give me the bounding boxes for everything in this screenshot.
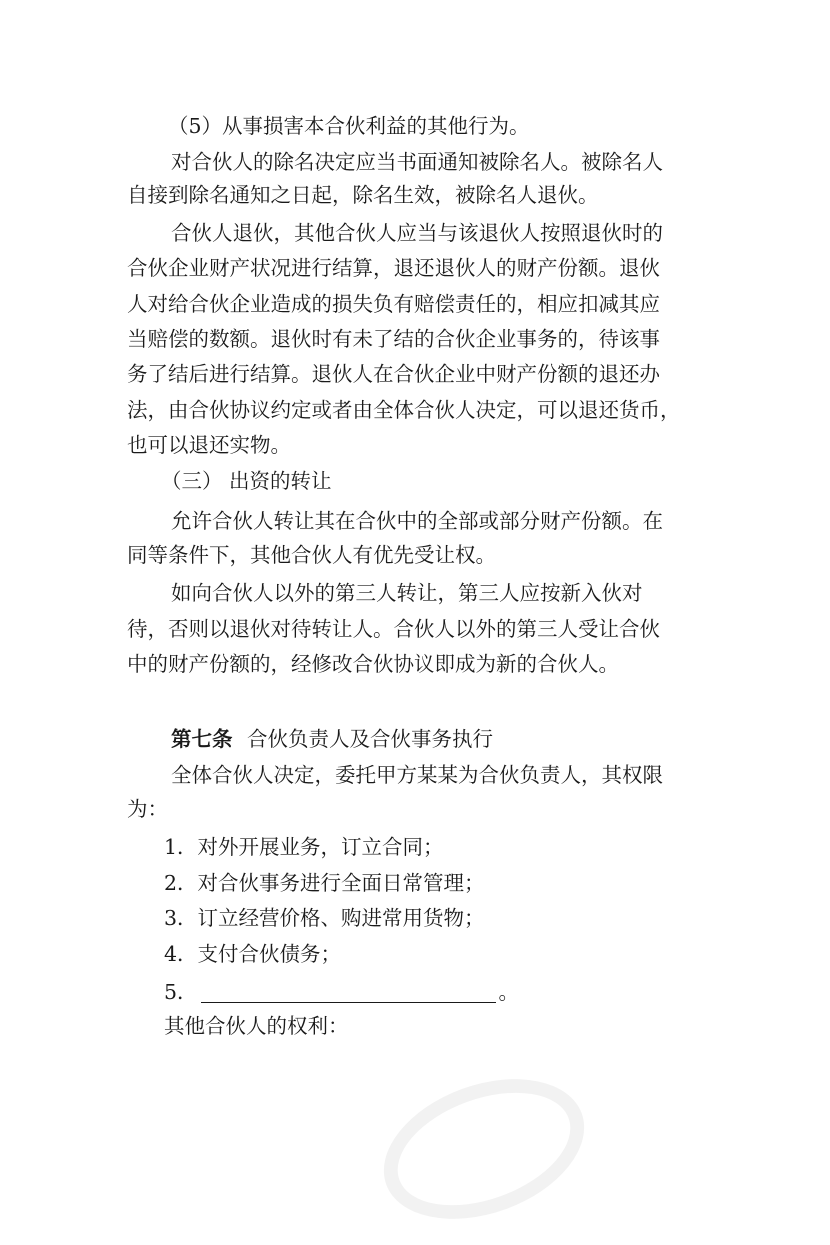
list-item: 1．对外开展业务，订立合同； [164,835,444,859]
article-number: 第七条 [171,727,233,751]
paragraph-line: 如向合伙人以外的第三人转让，第三人应按新入伙对 [171,581,643,605]
list-end-punct: 。 [498,980,520,1004]
article-title: 合伙负责人及合伙事务执行 [247,727,494,751]
list-number: 5． [164,980,198,1004]
paragraph-line: 全体合伙人决定，委托甲方某某为合伙负责人，其权限 [171,763,663,787]
list-item: 3．订立经营价格、购进常用货物； [164,906,485,930]
list-item [164,980,519,1004]
paragraph-line: 法，由合伙协议约定或者由全体合伙人决定，可以退还货币， [127,398,681,422]
paragraph-line: 务了结后进行结算。退伙人在合伙企业中财产份额的退还办 [127,362,660,386]
paragraph-line: 人对给合伙企业造成的损失负有赔偿责任的，相应扣减其应 [127,292,660,316]
watermark-stamp [364,1053,603,1244]
paragraph-line: 当赔偿的数额。退伙时有未了结的合伙企业事务的，待该事 [127,327,660,351]
paragraph-line: 待，否则以退伙对待转让人。合伙人以外的第三人受让合伙 [127,617,660,641]
paragraph-line: 为： [127,797,168,821]
section-heading: （三） 出资的转让 [161,469,332,493]
paragraph-line: 也可以退还实物。 [127,433,291,457]
paragraph-line: 同等条件下，其他合伙人有优先受让权。 [127,543,496,567]
list-item: 2．对合伙事务进行全面日常管理； [164,871,485,895]
paragraph-line: 合伙人退伙，其他合伙人应当与该退伙人按照退伙时的 [171,221,663,245]
list-item: 4．支付合伙债务； [164,942,342,966]
paragraph-line: （5）从事损害本合伙利益的其他行为。 [168,114,530,138]
paragraph-line: 合伙企业财产状况进行结算，退还退伙人的财产份额。退伙 [127,256,660,280]
fill-in-blank[interactable] [201,984,496,1003]
paragraph-line: 对合伙人的除名决定应当书面通知被除名人。被除名人 [171,150,663,174]
paragraph-line: 允许合伙人转让其在合伙中的全部或部分财产份额。在 [171,509,663,533]
paragraph-line: 其他合伙人的权利： [164,1014,349,1038]
paragraph-line: 中的财产份额的，经修改合伙协议即成为新的合伙人。 [127,652,619,676]
paragraph-line: 自接到除名通知之日起，除名生效，被除名人退伙。 [127,183,599,207]
article-heading [171,727,493,751]
